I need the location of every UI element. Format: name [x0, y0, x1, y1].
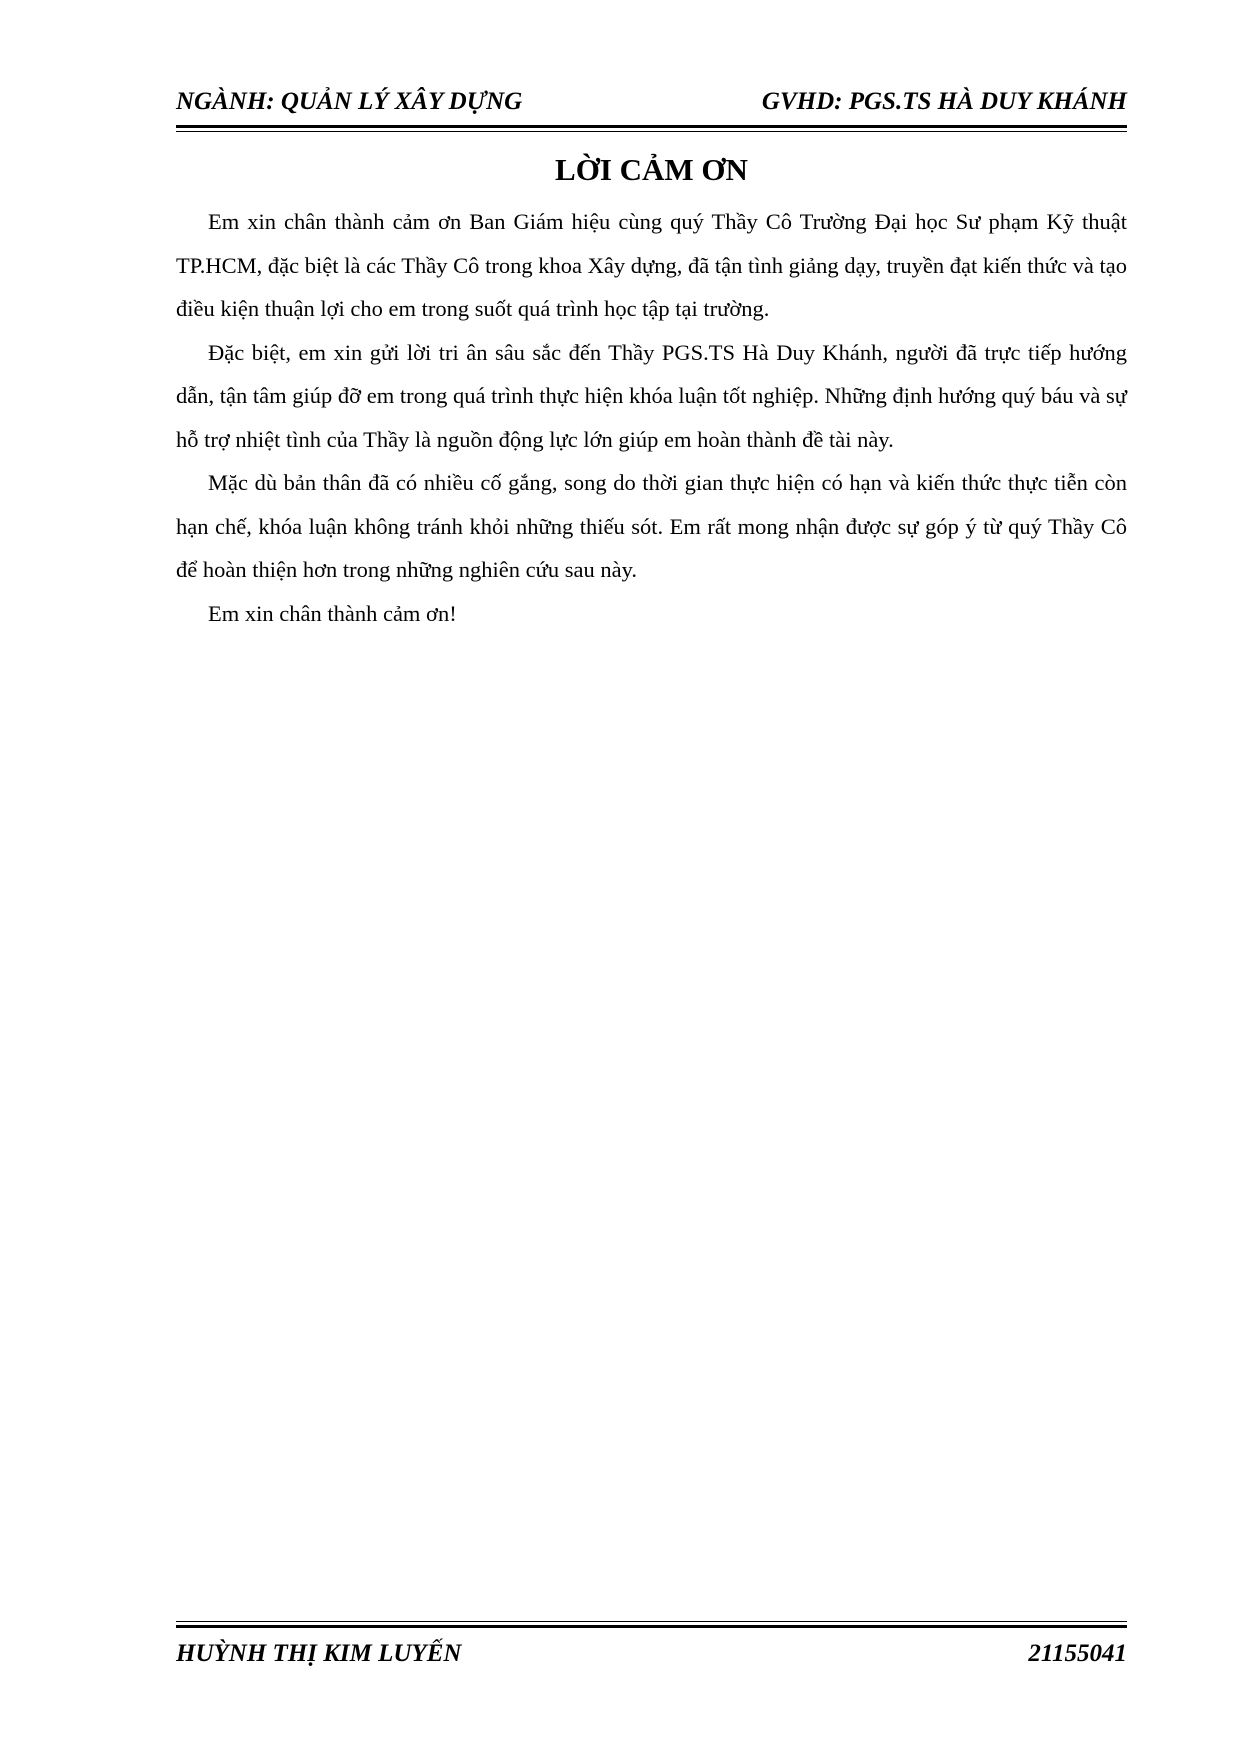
footer-student-id: 21155041: [1028, 1640, 1127, 1667]
paragraph-1: Em xin chân thành cảm ơn Ban Giám hiệu cùng quý Thầy Cô Trường Đại học Sư phạm Kỹ thuật TP.HCM, đặc biệt là các Thầy Cô trong khoa Xây dựng, đã tận tình giảng dạy, truyền đạt kiến thức và tạo điều kiện thuận lợi cho em trong suốt quá trình học tập tại trường.: [176, 209, 1127, 321]
footer-rule-thick: [176, 1625, 1127, 1628]
paragraph-2: Đặc biệt, em xin gửi lời tri ân sâu sắc đến Thầy PGS.TS Hà Duy Khánh, người đã trực tiếp hướng dẫn, tận tâm giúp đỡ em trong quá trình thực hiện khóa luận tốt nghiệp. Những định hướng quý báu và sự hỗ trợ nhiệt tình của Thầy là nguồn động lực lớn giúp em hoàn thành đề tài này.: [176, 339, 1127, 452]
paragraph-4: Em xin chân thành cảm ơn!: [208, 600, 457, 626]
page-title: LỜI CẢM ƠN: [555, 152, 748, 187]
footer-rule-thin: [176, 1621, 1127, 1622]
acknowledgement-body: [176, 200, 1127, 635]
page-header: [176, 84, 1127, 120]
paragraph-3: Mặc dù bản thân đã có nhiều cố gắng, song do thời gian thực hiện có hạn và kiến thức thực tiễn còn hạn chế, khóa luận không tránh khỏi những thiếu sót. Em rất mong nhận được sự góp ý từ quý Thầy Cô để hoàn thiện hơn trong những nghiên cứu sau này.: [176, 470, 1127, 582]
footer-student-name: HUỲNH THỊ KIM LUYẾN: [176, 1640, 462, 1667]
page-footer: [176, 1636, 1127, 1672]
header-rule-thick: [176, 125, 1127, 128]
header-advisor: GVHD: PGS.TS HÀ DUY KHÁNH: [761, 88, 1127, 115]
header-rule-thin: [176, 131, 1127, 132]
header-major: NGÀNH: QUẢN LÝ XÂY DỰNG: [176, 88, 523, 115]
